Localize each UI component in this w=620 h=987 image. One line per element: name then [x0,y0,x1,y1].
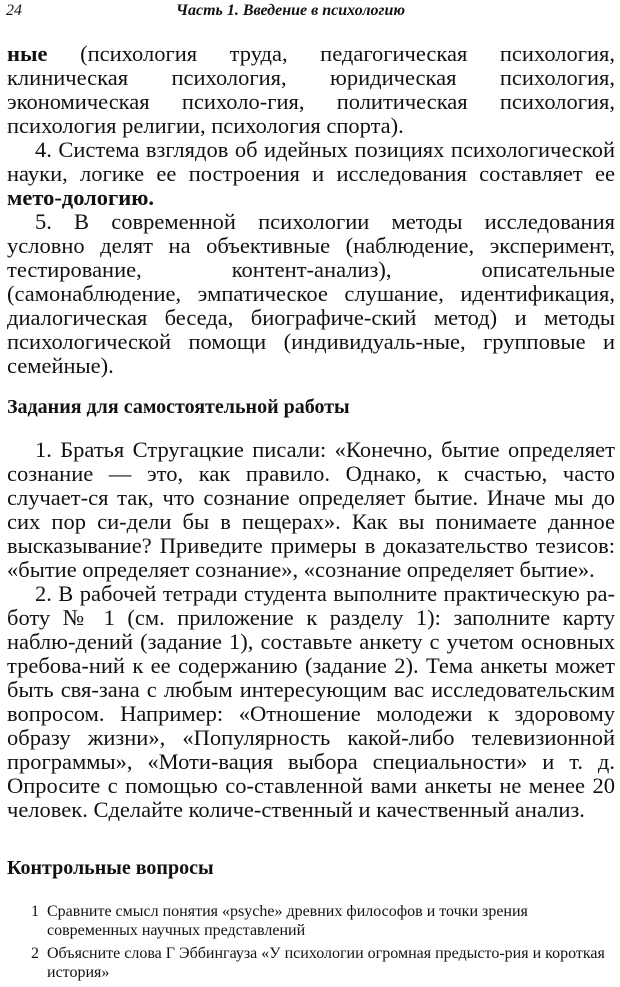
intro-bold-word: ные [7,41,48,66]
task-paragraph-2: 2. В рабочей тетради студента выполните практическую ра-боту № 1 (см. приложение к разделу 1): заполните карту наблю-дений (задание 1), составьте анкету с учетом основных требова-ний к ее содержанию (задание 2). Тема анкеты может быть свя-зана с любым интересующим вас исследовательским вопросом. Например: «Отношение молодежи к здоровому образу жизни», «Популярность какой-либо телевизионной программы», «Моти-вация выбора специальности» и т. д. Опросите с помощью со-ставленной вами анкеты не менее 20 человек. Сделайте количе-ственный и качественный анализ. [7,581,615,822]
intro-paragraph-3: 5. В современной психологии методы исследования условно делят на объективные (наблюдение, эксперимент, тестирование, контент-анализ), описательные (самонаблюдение, эмпатическое слушание, идентификация, диалогическая беседа, биографиче-ский метод) и методы психологической помощи (индивидуаль-ные, групповые и семейные). [7,209,615,378]
control-question-item [7,902,607,940]
intro-paragraph-1 [7,42,615,138]
intro-paragraph-2-text: 4. Система взглядов об идейных позициях психологической науки, логике ее построения и исследования составляет ее [7,137,615,186]
tasks-text [7,438,615,822]
running-title: Часть 1. Введение в психологию [176,2,406,19]
control-question-item [7,944,607,982]
intro-text [7,42,615,378]
tasks-heading: Задания для самостоятельной работы [7,396,350,418]
task-paragraph-1: 1. Братья Стругацкие писали: «Конечно, бытие определяет сознание — это, как правило. Однако, к счастью, часто случает-ся так, что сознание определяет бытие. Иначе мы до сих пор си-дели бы в пещерах». Как вы понимаете данное высказывание? Приведите примеры в доказательство тезисов: «бытие определяет сознание», «сознание определяет бытие». [7,437,615,582]
intro-paragraph-2-bold: мето-дологию. [7,185,155,210]
question-number: 2 [31,945,39,962]
page-header [0,0,620,30]
question-text: Сравните смысл понятия «psyche» древних философов и точки зрения современных научных представлений [47,903,528,939]
page-number: 24 [6,2,22,19]
control-questions-list [7,902,607,986]
question-number: 1 [31,903,39,920]
intro-paragraph-1-text: (психология труда, педагогическая психология, клиническая психология, юридическая психология, экономическая психоло-гия, политическая психология, психология религии, психология спорта). [7,41,615,138]
intro-paragraph-2 [7,138,615,210]
question-text: Объясните слова Г Эббингауза «У психологии огромная предысто-рия и короткая история» [47,945,605,981]
control-questions-heading: Контрольные вопросы [7,857,214,879]
